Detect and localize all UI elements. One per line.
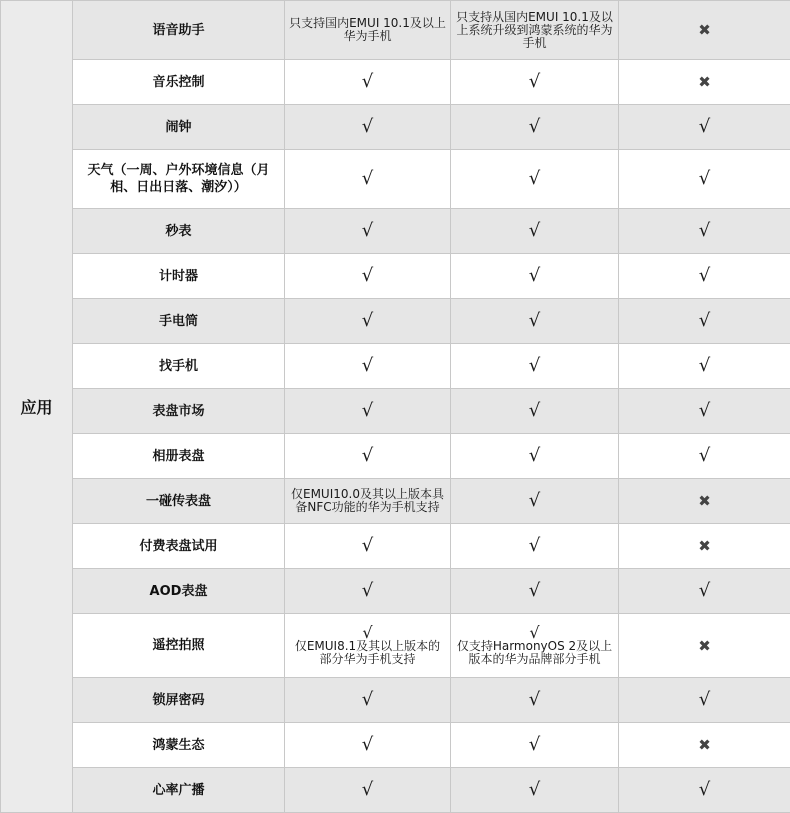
table-row — [1, 389, 790, 434]
feature-name: 锁屏密码 — [73, 678, 285, 723]
feature-name: 相册表盘 — [73, 434, 285, 479]
supported-check-icon: √ — [455, 357, 614, 375]
table-row — [1, 614, 790, 678]
feature-name: 手电筒 — [73, 299, 285, 344]
supported-check-icon: √ — [623, 170, 786, 188]
unsupported-cross-icon: ✖ — [623, 637, 786, 655]
support-note: 仅EMUI8.1及其以上版本的部分华为手机支持 — [289, 640, 446, 666]
supported-check-icon: √ — [623, 781, 786, 799]
supported-check-icon: √ — [623, 267, 786, 285]
feature-name: 表盘市场 — [73, 389, 285, 434]
supported-check-icon: √ — [623, 357, 786, 375]
feature-name: 一碰传表盘 — [73, 479, 285, 524]
table-row — [1, 479, 790, 524]
table-row — [1, 524, 790, 569]
table-row — [1, 209, 790, 254]
feature-name: 秒表 — [73, 209, 285, 254]
unsupported-cross-icon: ✖ — [623, 492, 786, 510]
table-row — [1, 569, 790, 614]
feature-name: AOD表盘 — [73, 569, 285, 614]
support-note: 只支持从国内EMUI 10.1及以上系统升级到鸿蒙系统的华为手机 — [455, 11, 614, 50]
table-row — [1, 60, 790, 105]
supported-check-icon: √ — [289, 781, 446, 799]
supported-check-icon: √ — [455, 492, 614, 510]
feature-name: 遥控拍照 — [73, 614, 285, 678]
supported-check-icon: √ — [289, 625, 446, 640]
feature-name: 闹钟 — [73, 105, 285, 150]
feature-name: 心率广播 — [73, 768, 285, 813]
supported-check-icon: √ — [289, 267, 446, 285]
supported-check-icon: √ — [289, 582, 446, 600]
supported-check-icon: √ — [289, 312, 446, 330]
supported-check-icon: √ — [455, 73, 614, 91]
supported-check-icon: √ — [455, 447, 614, 465]
supported-check-icon: √ — [289, 222, 446, 240]
supported-check-icon: √ — [289, 73, 446, 91]
feature-name: 付费表盘试用 — [73, 524, 285, 569]
support-note: 只支持国内EMUI 10.1及以上华为手机 — [289, 17, 446, 43]
supported-check-icon: √ — [289, 402, 446, 420]
table-row — [1, 768, 790, 813]
supported-check-icon: √ — [623, 222, 786, 240]
supported-check-icon: √ — [623, 691, 786, 709]
table-row — [1, 1, 790, 60]
supported-check-icon: √ — [455, 267, 614, 285]
supported-check-icon: √ — [455, 170, 614, 188]
feature-name: 音乐控制 — [73, 60, 285, 105]
supported-check-icon: √ — [289, 357, 446, 375]
supported-check-icon: √ — [623, 118, 786, 136]
supported-check-icon: √ — [289, 537, 446, 555]
supported-check-icon: √ — [455, 222, 614, 240]
unsupported-cross-icon: ✖ — [623, 73, 786, 91]
table-row — [1, 723, 790, 768]
supported-check-icon: √ — [623, 582, 786, 600]
supported-check-icon: √ — [623, 312, 786, 330]
supported-check-icon: √ — [455, 781, 614, 799]
table-row — [1, 299, 790, 344]
supported-check-icon: √ — [623, 402, 786, 420]
feature-name: 天气（一周、户外环境信息（月相、日出日落、潮汐）） — [73, 150, 285, 209]
supported-check-icon: √ — [455, 582, 614, 600]
table-row — [1, 105, 790, 150]
supported-check-icon: √ — [455, 537, 614, 555]
category-cell: 应用 — [1, 1, 73, 813]
supported-check-icon: √ — [289, 118, 446, 136]
supported-check-icon: √ — [455, 118, 614, 136]
table-row — [1, 254, 790, 299]
feature-name: 找手机 — [73, 344, 285, 389]
supported-check-icon: √ — [289, 736, 446, 754]
supported-check-icon: √ — [455, 736, 614, 754]
support-note: 仅支持HarmonyOS 2及以上版本的华为品牌部分手机 — [455, 640, 614, 666]
feature-name: 鸿蒙生态 — [73, 723, 285, 768]
supported-check-icon: √ — [455, 312, 614, 330]
supported-check-icon: √ — [455, 402, 614, 420]
table-row — [1, 344, 790, 389]
supported-check-icon: √ — [289, 170, 446, 188]
table-row — [1, 678, 790, 723]
unsupported-cross-icon: ✖ — [623, 21, 786, 39]
table-row — [1, 434, 790, 479]
support-note: 仅EMUI10.0及其以上版本具备NFC功能的华为手机支持 — [289, 488, 446, 514]
supported-check-icon: √ — [623, 447, 786, 465]
table-row — [1, 150, 790, 209]
unsupported-cross-icon: ✖ — [623, 537, 786, 555]
supported-check-icon: √ — [289, 691, 446, 709]
feature-name: 语音助手 — [73, 1, 285, 60]
supported-check-icon: √ — [455, 691, 614, 709]
supported-check-icon: √ — [289, 447, 446, 465]
unsupported-cross-icon: ✖ — [623, 736, 786, 754]
feature-name: 计时器 — [73, 254, 285, 299]
supported-check-icon: √ — [455, 625, 614, 640]
